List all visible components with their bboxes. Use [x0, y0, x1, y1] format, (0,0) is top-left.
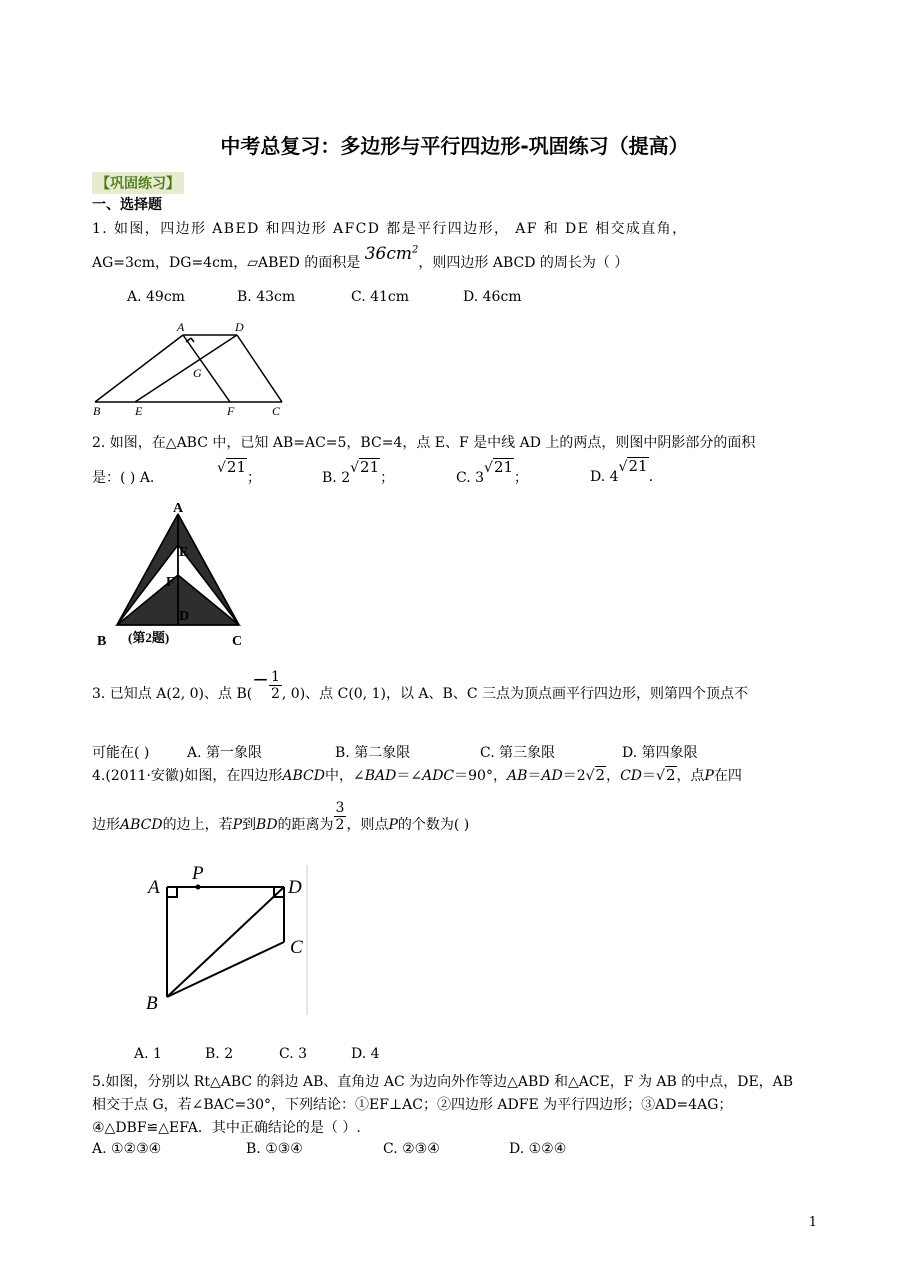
- q4-label-a: A: [148, 877, 160, 898]
- q4-line2: 边形ABCD的边上，若P到BD的距离为 $\frac{3}{2}$ ，则点P的个数为( ): [92, 800, 470, 833]
- page-number: 1: [808, 1215, 817, 1230]
- q4-label-p: P: [192, 863, 204, 884]
- q5-line1: 5.如图，分别以 Rt△ABC 的斜边 AB、直角边 AC 为边向外作等边△ABD 和△ACE，F 为 AB 的中点，DE，AB: [92, 1074, 794, 1090]
- q2-label-b: B: [97, 634, 107, 649]
- q2-option-d: D. 4√21.: [590, 457, 654, 485]
- q1-area-label: ▱ABED 的面积是: [247, 255, 361, 271]
- q1-option-b: B. 43cm: [237, 289, 296, 305]
- q3-line1: 3. 已知点 A(2, 0)、点 B(− $\frac{1}{2}$ , 0)、点 C(0, 1)，以 A、B、C 三点为顶点画平行四边形，则第四个顶点不: [92, 666, 748, 702]
- q1-label-d: D: [235, 320, 244, 334]
- q5-option-b: B. ①③④: [246, 1141, 303, 1157]
- q2-option-c: C. 3√21；: [456, 458, 529, 486]
- q2-label-c: C: [232, 634, 243, 649]
- q1-label-f: F: [227, 404, 235, 418]
- q4-label-d: D: [288, 877, 302, 898]
- q5-line2: 相交于点 G，若∠BAC=30°，下列结论：①EF⊥AC；②四边形 ADFE 为平行四边形；③AD=4AG；: [92, 1097, 733, 1113]
- q2-label-a: A: [173, 501, 184, 516]
- q1-option-c: C. 41cm: [351, 289, 410, 305]
- q1-given: AG=3cm，DG=4cm，: [92, 255, 248, 271]
- q4-label-b: B: [146, 993, 158, 1014]
- q4-option-a: A. 1: [134, 1046, 162, 1062]
- q3-line2: 可能在( ): [92, 745, 150, 761]
- q4-option-d: D. 4: [351, 1046, 380, 1062]
- q5-option-d: D. ①②④: [509, 1141, 567, 1157]
- q3-option-a: A. 第一象限: [187, 745, 263, 761]
- page-title: 中考总复习：多边形与平行四边形-巩固练习（提高）: [220, 134, 689, 158]
- q1-line1: 1. 如图，四边形 ABED 和四边形 AFCD 都是平行四边形， AF 和 DE 相交成直角，: [92, 221, 688, 237]
- q3-option-c: C. 第三象限: [480, 745, 556, 761]
- q1-option-d: D. 46cm: [463, 289, 522, 305]
- q1-line2: [92, 244, 629, 272]
- q4-option-c: C. 3: [279, 1046, 308, 1062]
- q2-label-f: F: [166, 575, 175, 590]
- q3-option-d: D. 第四象限: [622, 745, 698, 761]
- q1-option-a: A. 49cm: [127, 289, 185, 305]
- q1-label-g: G: [193, 366, 202, 380]
- q1-label-e: E: [135, 404, 143, 418]
- q2-label-e: E: [179, 545, 189, 560]
- q2-figure: [92, 500, 262, 650]
- q2-label-d: D: [179, 609, 190, 624]
- q2-caption: (第2题): [128, 630, 170, 645]
- q4-label-c: C: [290, 937, 303, 958]
- q1-area-value: $36cm^2$: [364, 244, 419, 264]
- q4-figure: [140, 855, 315, 1020]
- q1-figure: [90, 318, 295, 418]
- q2-line1: 2. 如图，在△ABC 中，已知 AB=AC=5，BC=4，点 E、F 是中线 AD 上的两点，则图中阴影部分的面积: [92, 435, 756, 451]
- section-heading: 一、选择题: [92, 197, 162, 213]
- q2-line2: 是：( ) A.: [92, 470, 155, 486]
- section-tag: 【巩固练习】: [92, 172, 184, 194]
- q2-option-b: B. 2√21；: [322, 458, 395, 486]
- q3-option-b: B. 第二象限: [335, 745, 411, 761]
- q1-label-b: B: [93, 404, 101, 418]
- q1-label-a: A: [177, 320, 185, 334]
- q4-option-b: B. 2: [205, 1046, 234, 1062]
- q4-line1: 4.(2011·安徽)如图，在四边形ABCD中，∠BAD＝∠ADC＝90°，AB＝AD＝2√2，CD＝√2，点P在四: [92, 766, 742, 784]
- q2-option-a: √21；: [217, 458, 262, 486]
- q1-label-c: C: [272, 404, 281, 418]
- q5-line3: ④△DBF≌△EFA．其中正确结论的是（ ）.: [92, 1120, 361, 1136]
- q5-option-a: A. ①②③④: [92, 1141, 162, 1157]
- q5-option-c: C. ②③④: [383, 1141, 440, 1157]
- q1-question: ，则四边形 ABCD 的周长为（ ）: [418, 255, 629, 271]
